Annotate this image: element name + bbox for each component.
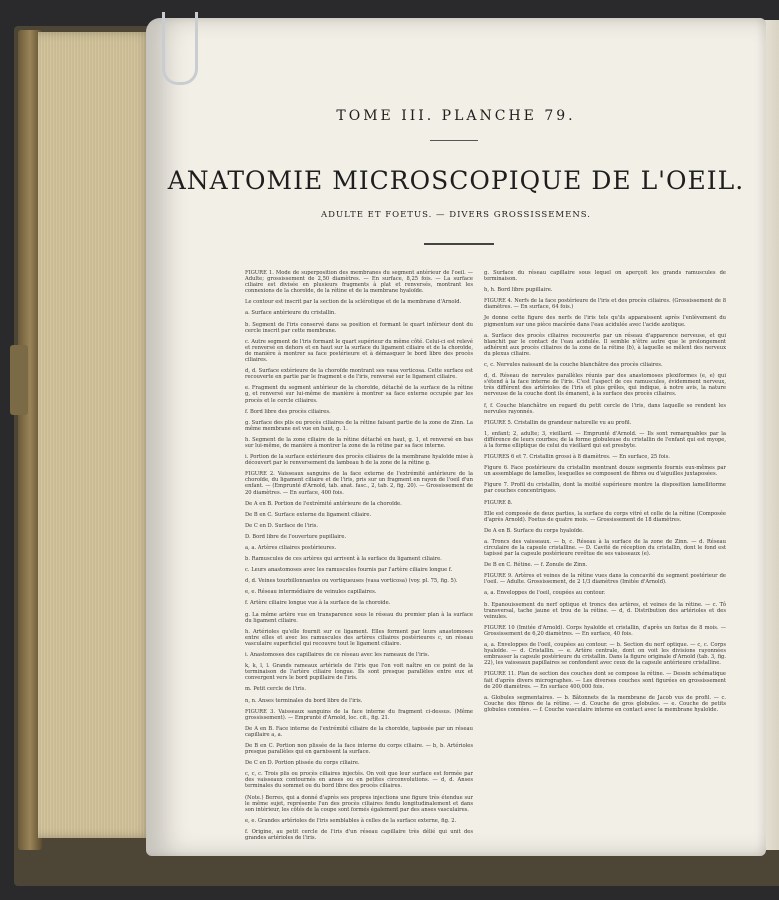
caption-paragraph: De C en D. Portion plissée du corps ciliaire.: [245, 760, 360, 767]
caption-paragraph: Elle est composée de deux parties, la surface du corps vitré et celle de la rétine (Composée d'après Arnold). Foetus de quatre mois. — Grossissement de 18 diamètres.: [484, 510, 726, 523]
figure-caption: FIGURES 6 et 7. Cristallin grossi à 8 diamètres. — En surface, 25 fois.: [484, 454, 670, 461]
caption-paragraph: g. Surface du réseau capillaire sous lequel on aperçoit les grands ramuscules de terminaison.: [484, 270, 726, 283]
caption-paragraph: De B en C. Rétine. — f. Zonule de Zinn.: [484, 562, 588, 569]
caption-paragraph: Le contour est inscrit par la section de la sclérotique et de la membrane d'Arnold.: [245, 299, 462, 306]
book-clasp: [10, 345, 28, 415]
paper-clip-icon: [162, 12, 198, 85]
caption-paragraph: e, e. Grandes artérioles de l'iris semblables à celles de la surface externe, fig. 2.: [245, 817, 457, 824]
text-column-right: [484, 270, 726, 718]
figure-caption: FIGURE 8.: [484, 499, 513, 506]
caption-paragraph: a, a. Enveloppes de l'oeil, coupées au contour.: [484, 590, 606, 597]
caption-paragraph: a. Globules segmentaires. — b. Bâtonnets de la membrane de Jacob vus de profil. — c. Couche des fibres de la rétine. — d. Couche de gros globules. — e. Couche de petits globules connées. — f. Couche vasculaire interne en contact avec la membrane hyaloïde.: [484, 694, 726, 713]
caption-paragraph: b. Epanouissement du nerf optique et troncs des artères, et veines de la rétine. — c. Tô transversal, tache jaune et trou de la rétine. — d, d. Distribution des artérioles et des veinules.: [484, 601, 726, 620]
caption-paragraph: a, a. Artères ciliaires postérieures.: [245, 545, 337, 551]
caption-paragraph: a, a. Enveloppes de l'oeil, coupées au contour. — b. Section du nerf optique. — c, c. Corps hyaloïde. — d. Cristallin. — e. Artère centrale, dont on voit les divisions rayonnées embrasser la capsule postérieure du cristallin. Dans la figure originale d'Arnold (tab. 3, fig. 22), les vaisseaux papillaires se confondent avec ceux de la capsule antérieure cristalline.: [484, 642, 726, 667]
figure-caption: FIGURE 1. Mode de superposition des membranes du segment antérieur de l'oeil. — Adulte; grossissement de 2,50 diamètres. — En surface, 8,25 fois. — La surface ciliaire est divisée en plusieurs fragments à plat et renversés, montrant les connexions de la choroïde, de la rétine et de la membrane hyaloïde.: [245, 270, 473, 295]
page-title: ANATOMIE MICROSCOPIQUE DE L'OEIL.: [167, 166, 745, 195]
caption-paragraph: De A en B. Portion de l'extrémité antérieure de la choroïde.: [245, 500, 402, 507]
caption-paragraph: De A en B. Surface du corps hyaloïde.: [484, 527, 584, 534]
caption-paragraph: m. Petit cercle de l'iris.: [245, 686, 306, 693]
page-subtitle: ADULTE ET FOETUS. — DIVERS GROSSISSEMENS.: [321, 210, 591, 220]
caption-paragraph: f, f. Couche blanchâtre en regard du petit cercle de l'iris, dans laquelle se rendent les nervules rayonnés.: [484, 402, 726, 415]
caption-paragraph: c, c. Nervules naissant de la couche blanchâtre des procès ciliaires.: [484, 362, 663, 369]
caption-paragraph: Figure 6. Face postérieure du cristallin montrant douze segments fournis eux-mêmes par un assemblage de lamelles, lesquelles se composent de fibres ou d'aiguilles juxtaposées.: [484, 465, 726, 478]
caption-paragraph: c. Autre segment de l'iris formant le quart supérieur du même côté. Celui-ci est relevé et renversé en dehors et en haut sur la surface du ligament ciliaire et de la choroïde, de manière à montrer sa face postérieure et à démasquer le bord libre des procès ciliaires.: [245, 338, 473, 364]
caption-paragraph: Figure 7. Profil du cristallin, dont la moitié supérieure montre la disposition lamellitorme par couches concentriques.: [484, 482, 726, 495]
text-column-left: [245, 270, 473, 846]
caption-paragraph: b. Segment de l'iris conservé dans sa position et formant le quart inférieur dont du cercle inscrit par cette membrane.: [245, 321, 473, 334]
caption-paragraph: c. Leurs anastomoses avec les ramuscules fournis par l'artère ciliaire longue f.: [245, 567, 453, 574]
caption-paragraph: g. La même artère vue en transparence sous le réseau du premier plan à la surface du ligament ciliaire.: [245, 611, 473, 624]
caption-paragraph: a. Surface antérieure du cristallin.: [245, 310, 336, 317]
caption-paragraph: e. Fragment du segment antérieur de la choroïde, détaché de la surface de la rétine g, et renversé sur lui-même de manière à montrer sa face externe occupée par les procès et le cercle ciliaires.: [245, 385, 473, 404]
caption-paragraph: h. Artérioles qu'elle fournit sur ce ligament. Elles forment par leurs anastomoses entre elles et avec les ramuscules des artères ciliaires postérieures c, un réseau vasculaire superficiel qui recouvre tout le ligament ciliaire.: [245, 628, 473, 647]
caption-paragraph: f. Bord libre des procès ciliaires.: [245, 408, 331, 415]
figure-caption: FIGURE 5. Cristallin de grandeur naturelle vu au profil.: [484, 419, 632, 426]
caption-paragraph: f. Origine, au petit cercle de l'iris d'un réseau capillaire très délié qui unit des grandes artérioles de l'iris.: [245, 828, 473, 841]
caption-paragraph: i. Anastomoses des capillaires de ce réseau avec les rameaux de l'iris.: [245, 652, 430, 659]
figure-caption: FIGURE 9. Artères et veines de la rétine vues dans la concavité du segment postérieur de l'oeil. — Adulte. Grossissement, de 2 1/3 diamètres (Imitée d'Arnold).: [484, 573, 726, 586]
caption-paragraph: Je donne cette figure des nerfs de l'iris tels qu'ils apparaissent après l'enlèvement du pigmentum sur une pièce macérée dans l'eau acidulée avec l'acide azotique.: [484, 315, 726, 328]
caption-paragraph: k, k, l, l. Grands rameaux artériels de l'iris que l'on voit naître en ce point de la terminaison de l'artère ciliaire longue. Ils sont presque parallèles entre eux et convergent vers le bord pupillaire de l'iris.: [245, 663, 473, 682]
caption-paragraph: (Note.) Berres, qui a donné d'après ses propres injections une figure très étendue sur le même sujet, représente l'un des procès ciliaires fendu longitudinalement et dans son intérieur, les côtés de la coupe sont formés également par des anses vasculaires.: [245, 794, 473, 813]
tome-heading: TOME III. PLANCHE 79.: [336, 108, 576, 124]
caption-paragraph: n, n. Anses terminales du bord libre de l'iris.: [245, 697, 363, 704]
heading-rule: [430, 140, 478, 141]
caption-paragraph: i. Portion de la surface extérieure des procès ciliaires de la membrane hyaloïde mise à découvert par le renversement du lambeau h de la zone de la rétine g.: [245, 454, 473, 467]
caption-paragraph: d, d. Surface extérieure de la choroïde montrant ses vasa vorticosa. Cette surface est recouverte en partie par le fragment e de l'iris, renversé sur le ligament ciliaire.: [245, 368, 473, 381]
caption-paragraph: De C en D. Surface de l'iris.: [245, 522, 319, 529]
figure-caption: FIGURE 3. Vaisseaux sanguins de la face interne du fragment ci-dessus. (Même grossissement). — Emprunté d'Arnold, loc. cit., fig. 21.: [245, 708, 473, 721]
caption-paragraph: De B en C. Portion non plissée de la face interne du corps ciliaire. — b, b. Artérioles presque parallèles qui en garnissent la surface.: [245, 742, 473, 756]
caption-paragraph: h. Segment de la zone ciliaire de la rétine détaché en haut, g. 1, et renversé en bas sur lui-même, de manière à montrer la zone de la rétine par sa face interne.: [245, 436, 473, 449]
caption-paragraph: a. Surface des procès ciliaires recouverte par un réseau d'apparence nerveuse, et qui blanchit par le contact de l'eau acidulée. Il semble n'être autre que le prolongement adhérent aux procès ciliaires de la zone de la rétine (b), à laquelle se mêlent des nerveux du plexus ciliaire.: [484, 332, 726, 357]
caption-paragraph: c, c, c. Trois plis ou procès ciliaires injectés. On voit que leur surface est formée par des vaisseaux contournés en anses ou en petites circonvolutions. — d, d. Anses terminales du sommet ou du bord libre des procès ciliaires.: [245, 771, 473, 790]
caption-paragraph: e, e. Réseau intermédiaire de veinules capillaires.: [245, 589, 377, 596]
title-rule: [424, 243, 494, 245]
caption-paragraph: h, h. Bord libre pupillaire.: [484, 287, 553, 294]
caption-paragraph: g. Surface des plis ou procès ciliaires de la rétine faisant partie de la zone de Zinn. La même membrane est vue en haut, g. 1.: [245, 419, 473, 432]
caption-paragraph: De A en B. Face interne de l'extrémité ciliaire de la choroïde, tapissée par un réseau capillaire a, a.: [245, 725, 473, 738]
figure-caption: FIGURE 10 (Imitée d'Arnold). Corps hyaloïde et cristallin, d'après un fœtus de 8 mois. — Grossissement de 6,20 diamètres. — En surface, 40 fois.: [484, 624, 726, 637]
caption-paragraph: 1, enfant; 2, adulte; 3, vieillard. — Emprunté d'Arnold. — Ils sont remarquables par la différence de leurs courbes; de la forme globuleuse du cristallin de l'enfant qui est myope, à la forme elliptique de celui du vieillard qui est presbyte.: [484, 430, 726, 449]
caption-paragraph: D. Bord libre de l'ouverture pupillaire.: [245, 533, 347, 540]
caption-paragraph: d, d. Réseau de nervules parallèles réunis par des anastomoses plexiformes (e, e) qui s'étend à la face interne de l'iris. C'est l'aspect de ces ramuscules, évidemment nerveux, très différent des artérioles de l'iris et plus grêles, qui indique, à notre avis, la nature nerveuse de la couche dont ils émanent, à la surface des procès ciliaires.: [484, 373, 726, 398]
caption-paragraph: f. Artère ciliaire longue vue à la surface de la choroïde.: [245, 600, 391, 607]
caption-paragraph: a. Troncs des vaisseaux. — b, c. Réseau à la surface de la zone de Zinn. — d. Réseau circulaire de la capsule cristalline. — D. Cavité de réception du cristallin, dont le fond est tapissé par la capsule postérieure revêtue de ses vaisseaux (e).: [484, 538, 726, 558]
figure-caption: FIGURE 11. Plan de section des couches dont se compose la rétine. — Dessin schématique fait d'après divers micrographes. — Les diverses couches sont figurées en grossissement de 200 diamètres. — En surface 400,000 fois.: [484, 671, 726, 690]
caption-paragraph: De B en C. Surface externe du ligament ciliaire.: [245, 511, 372, 518]
figure-caption: FIGURE 2. Vaisseaux sanguins de la face externe de l'extrémité antérieure de la choroïde, du ligament ciliaire et de l'iris, pris sur un fragment en rayon de l'oeil d'un enfant. — (Emprunté d'Arnold, tab. anat. fasc., 2, tab. 2, fig. 20). — Grossissement de 20 diamètres. — En surface, 400 fois.: [245, 471, 473, 496]
page-block-edge: [38, 32, 154, 838]
figure-caption: FIGURE 4. Nerfs de la face postérieure de l'iris et des procès ciliaires. (Grossissement de 8 diamètres. — En surface, 64 fois.): [484, 298, 726, 311]
caption-paragraph: b. Ramuscules de ces artères qui arrivent à la surface du ligament ciliaire.: [245, 556, 442, 563]
caption-paragraph: d, d. Veines tourbillonnantes ou vortiqueuses (vasa vorticosa) (voy. pl. 75, fig. 5).: [245, 578, 458, 585]
